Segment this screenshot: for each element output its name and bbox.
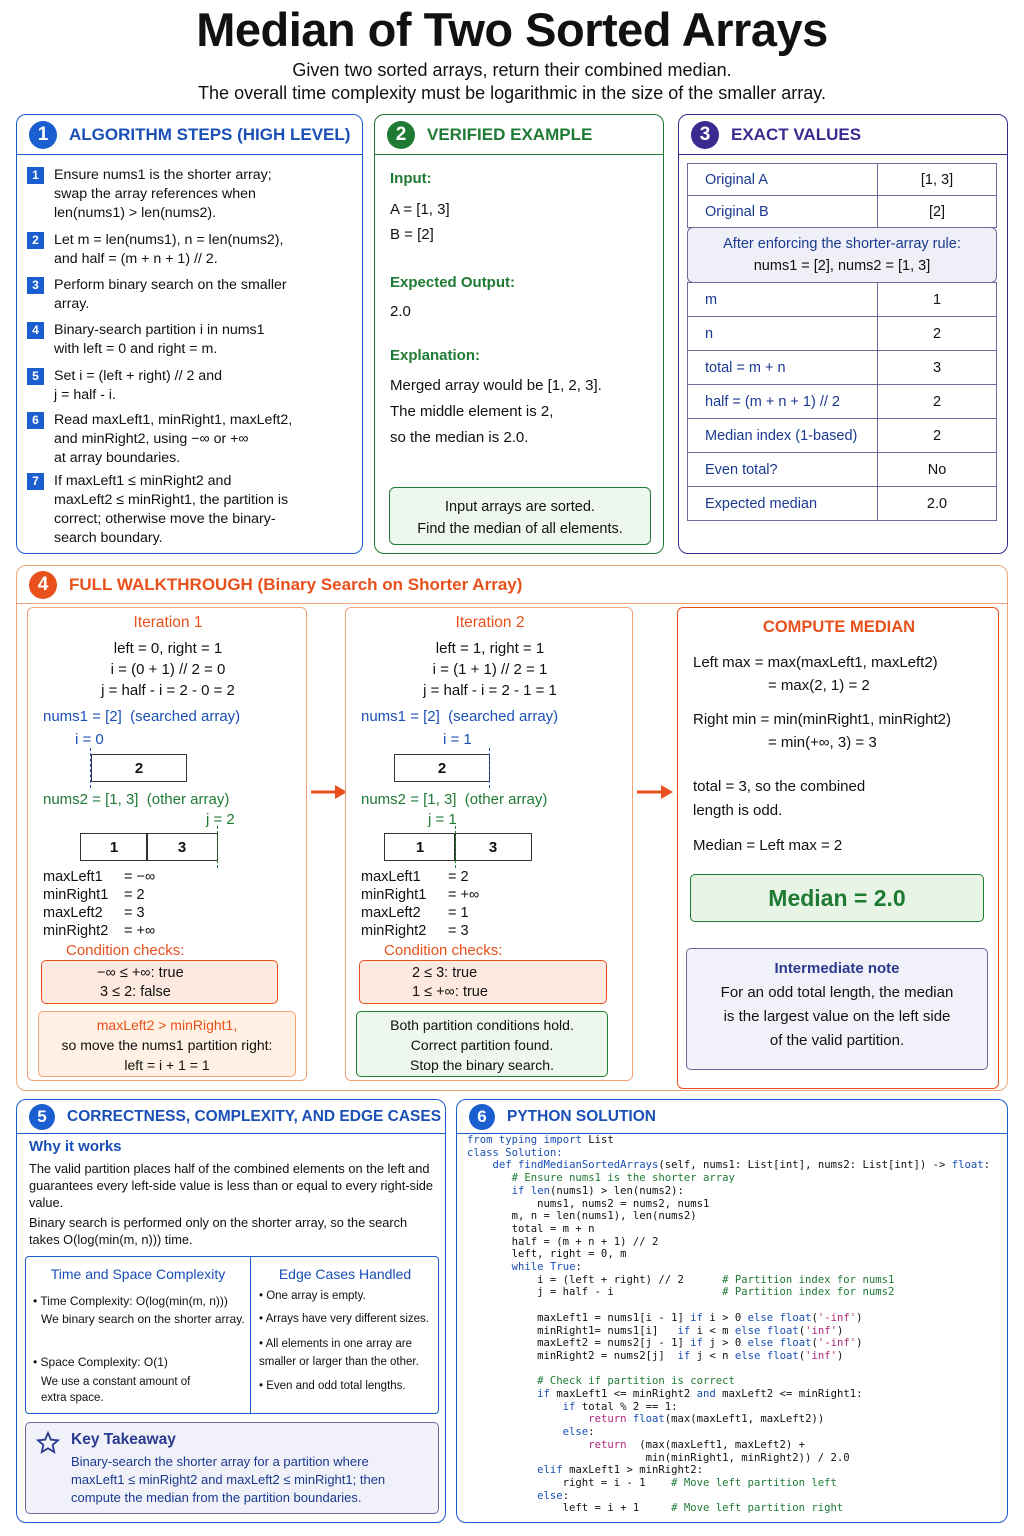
nums1-cell: 2 bbox=[91, 754, 187, 782]
step-item: 6 Read maxLeft1, minRight1, maxLeft2, and minRight2, using −∞ or +∞ at array boundaries. bbox=[27, 411, 352, 468]
section-number: 2 bbox=[387, 121, 415, 149]
section-number: 5 bbox=[29, 1104, 55, 1130]
values-row: total = m + n 3 bbox=[687, 350, 997, 385]
nums2-label: nums2 = [1, 3] (other array) bbox=[361, 791, 548, 808]
input-a: A = [1, 3] bbox=[390, 201, 450, 218]
step-item: 1 Ensure nums1 is the shorter array; swap the array references when len(nums1) > len(nums2). bbox=[27, 166, 352, 223]
key-text: Binary-search the shorter array for a partition where maxLeft1 ≤ minRight2 and maxLeft2 ≤ minRight1; then compute the median from the partition boundaries. bbox=[71, 1454, 386, 1505]
edge-case: • One array is empty. bbox=[259, 1290, 366, 1302]
values-row: Original B [2] bbox=[687, 195, 997, 228]
partition-line bbox=[489, 748, 490, 788]
space-complexity-sub: We use a constant amount of extra space. bbox=[41, 1376, 191, 1404]
panel-header bbox=[679, 115, 1007, 155]
panel-title: PYTHON SOLUTION bbox=[507, 1107, 656, 1125]
condition-label: Condition checks: bbox=[66, 942, 185, 959]
step-item: 4 Binary-search partition i in nums1 with left = 0 and right = m. bbox=[27, 321, 352, 359]
panel-title: FULL WALKTHROUGH (Binary Search on Shorter Array) bbox=[69, 574, 523, 594]
time-complexity-sub: We binary search on the shorter array. bbox=[41, 1312, 245, 1326]
panel-title: VERIFIED EXAMPLE bbox=[427, 124, 593, 144]
total-line: total = 3, so the combined bbox=[693, 778, 866, 795]
median-line: Median = Left max = 2 bbox=[693, 837, 843, 854]
explanation-line: Merged array would be [1, 2, 3]. bbox=[390, 377, 602, 394]
iteration-line: left = 1, right = 1 bbox=[435, 640, 545, 657]
values-row: Original A [1, 3] bbox=[687, 163, 997, 196]
section-number: 4 bbox=[29, 571, 57, 599]
values-row: Expected median 2.0 bbox=[687, 486, 997, 521]
values-row: Median index (1-based) 2 bbox=[687, 418, 997, 453]
nums2-cell: 3 bbox=[146, 833, 218, 861]
i-label: i = 1 bbox=[443, 731, 472, 748]
section-number: 3 bbox=[691, 121, 719, 149]
panel-title: ALGORITHM STEPS (HIGH LEVEL) bbox=[69, 124, 351, 144]
panel-title: EXACT VALUES bbox=[731, 124, 862, 144]
shorter-array-rule: After enforcing the shorter-array rule: nums1 = [2], nums2 = [1, 3] bbox=[687, 227, 997, 283]
vars-values: = −∞ = 2 = 3 = +∞ bbox=[124, 869, 156, 939]
condition-box: 2 ≤ 3: true 1 ≤ +∞: true bbox=[359, 960, 607, 1004]
partition-line bbox=[217, 826, 218, 868]
key-takeaway-box bbox=[25, 1422, 439, 1514]
left-max-line: Left max = max(maxLeft1, maxLeft2) bbox=[693, 654, 938, 671]
input-b: B = [2] bbox=[390, 226, 434, 243]
edge-case: • All elements in one array are smaller or larger than the other. bbox=[259, 1338, 419, 1368]
nums2-label: nums2 = [1, 3] (other array) bbox=[43, 791, 230, 808]
vars-values: = 2 = +∞ = 1 = 3 bbox=[448, 869, 480, 939]
panel-header bbox=[17, 1100, 445, 1134]
section-number: 1 bbox=[29, 121, 57, 149]
iteration-2-card bbox=[345, 607, 633, 1081]
right-min-line: Right min = min(minRight1, minRight2) bbox=[693, 711, 952, 728]
i-label: i = 0 bbox=[75, 731, 104, 748]
iteration-line: i = (1 + 1) // 2 = 1 bbox=[432, 661, 548, 678]
star-icon bbox=[36, 1431, 60, 1455]
section-number: 6 bbox=[469, 1104, 495, 1130]
explanation-line: so the median is 2.0. bbox=[390, 429, 529, 446]
space-complexity: • Space Complexity: O(1) bbox=[33, 1355, 168, 1369]
complexity-box bbox=[25, 1256, 439, 1414]
right-min-value: = min(+∞, 3) = 3 bbox=[768, 734, 877, 751]
edge-case: • Even and odd total lengths. bbox=[259, 1380, 406, 1392]
output-label: Expected Output: bbox=[390, 274, 516, 291]
compute-median-card bbox=[677, 607, 999, 1089]
iteration-line: j = half - i = 2 - 1 = 1 bbox=[423, 682, 557, 699]
nums2-cell: 1 bbox=[384, 833, 456, 861]
panel-algorithm-steps bbox=[16, 114, 363, 554]
nums1-label: nums1 = [2] (searched array) bbox=[361, 708, 559, 725]
page-title: Median of Two Sorted Arrays bbox=[196, 3, 828, 56]
panel-verified-example bbox=[374, 114, 664, 554]
iteration-line: i = (0 + 1) // 2 = 0 bbox=[110, 661, 226, 678]
left-max-value: = max(2, 1) = 2 bbox=[768, 677, 870, 694]
condition-label: Condition checks: bbox=[384, 942, 503, 959]
condition-box: −∞ ≤ +∞: true 3 ≤ 2: false bbox=[41, 960, 278, 1004]
nums2-cell: 1 bbox=[80, 833, 148, 861]
j-label: j = 1 bbox=[428, 811, 457, 828]
time-complexity: • Time Complexity: O(log(min(m, n))) bbox=[33, 1294, 228, 1308]
step-item: 2 Let m = len(nums1), n = len(nums2), and half = (m + n + 1) // 2. bbox=[27, 231, 352, 269]
explanation-line: The middle element is 2, bbox=[390, 403, 554, 420]
values-row: n 2 bbox=[687, 316, 997, 351]
total-line: length is odd. bbox=[693, 802, 783, 819]
nums2-cell: 3 bbox=[454, 833, 532, 861]
values-row: half = (m + n + 1) // 2 2 bbox=[687, 384, 997, 419]
partition-line bbox=[455, 826, 456, 868]
subtitle-line-1: Given two sorted arrays, return their combined median. bbox=[292, 60, 732, 80]
nums1-label: nums1 = [2] (searched array) bbox=[43, 708, 241, 725]
explanation-label: Explanation: bbox=[390, 347, 481, 364]
panel-correctness bbox=[16, 1099, 446, 1523]
j-label: j = 2 bbox=[206, 811, 235, 828]
why-text: Binary search is performed only on the shorter array, so the search takes O(log(min(m, n))) time. bbox=[29, 1215, 408, 1247]
iteration-line: j = half - i = 2 - 0 = 2 bbox=[101, 682, 235, 699]
python-code: from typing import List class Solution: def findMedianSortedArrays(self, nums1: List[int], nums2: List[int]) -> float: # Ensure nums1 is the shorter array if len(nums1) > len(nums2): nums1, nums2 = nums2, nums1 m, n = len(nums1), len(nums2) total = m + n half = (m + n + 1) // 2 left, right = 0, m while True: i = (left + right) // 2 # Partition index for nums1 j = half - i # Partition index for nums2 maxLeft1 = nums1[i - 1] if i > 0 else float('-inf') minRight1= nums1[i] if i < m else float('inf') maxLeft2 = nums2[j - 1] if j > 0 else float('-inf') minRight2 = nums2[j] if j < n else float('inf') # Check if partition is correct if maxLeft1 <= minRight2 and maxLeft2 <= minRight1: if total % 2 == 1: return float(max(maxLeft1, maxLeft2)) else: return (max(maxLeft1, maxLeft2) + min(minRight1, minRight2)) / 2.0 elif maxLeft1 > minRight2: right = i - 1 # Move left partition left else: left = i + 1 # Move left partition right bbox=[467, 1134, 991, 1515]
panel-header bbox=[375, 115, 663, 155]
edge-case: • Arrays have very different sizes. bbox=[259, 1313, 429, 1325]
values-row: Even total? No bbox=[687, 452, 997, 487]
iteration-title: Iteration 2 bbox=[455, 614, 525, 631]
panel-header bbox=[17, 115, 362, 155]
median-result: Median = 2.0 bbox=[690, 874, 984, 922]
edge-title: Edge Cases Handled bbox=[278, 1266, 412, 1282]
panel-walkthrough bbox=[16, 565, 1008, 1091]
step-item: 5 Set i = (left + right) // 2 and j = half - i. bbox=[27, 367, 352, 405]
key-title: Key Takeaway bbox=[71, 1431, 176, 1448]
panel-title: CORRECTNESS, COMPLEXITY, AND EDGE CASES bbox=[67, 1107, 442, 1125]
panel-python-solution bbox=[456, 1099, 1008, 1523]
iteration-1-card bbox=[27, 607, 307, 1081]
input-label: Input: bbox=[390, 170, 432, 187]
compute-title: COMPUTE MEDIAN bbox=[762, 618, 916, 636]
tsc-title: Time and Space Complexity bbox=[50, 1266, 226, 1282]
arrow-right-icon bbox=[309, 782, 349, 802]
vars-names: maxLeft1 minRight1 maxLeft2 minRight2 bbox=[43, 869, 109, 939]
values-row: m 1 bbox=[687, 282, 997, 317]
panel-exact-values bbox=[678, 114, 1008, 554]
output-value: 2.0 bbox=[390, 303, 411, 320]
why-title: Why it works bbox=[29, 1138, 122, 1155]
iteration-title: Iteration 1 bbox=[133, 614, 203, 631]
arrow-right-icon bbox=[635, 782, 675, 802]
step-item: 3 Perform binary search on the smaller array. bbox=[27, 276, 352, 314]
subtitle-line-2: The overall time complexity must be logarithmic in the size of the smaller array. bbox=[198, 83, 826, 103]
note-box: Input arrays are sorted. Find the median of all elements. bbox=[389, 487, 651, 545]
nums1-cell: 2 bbox=[394, 754, 490, 782]
result-box: maxLeft2 > minRight1, so move the nums1 partition right: left = i + 1 = 1 bbox=[38, 1011, 296, 1077]
partition-line bbox=[90, 748, 91, 788]
intermediate-note: Intermediate note For an odd total length, the median is the largest value on the left side of the valid partition. bbox=[686, 948, 988, 1070]
panel-header bbox=[17, 566, 1007, 604]
step-item: 7 If maxLeft1 ≤ minRight2 and maxLeft2 ≤ minRight1, the partition is correct; otherwise move the binary- search boundary. bbox=[27, 472, 352, 548]
result-box: Both partition conditions hold. Correct partition found. Stop the binary search. bbox=[356, 1011, 608, 1077]
panel-header bbox=[457, 1100, 1007, 1134]
why-text: The valid partition places half of the combined elements on the left and guarantees every left-side value is less than or equal to every right-side value. bbox=[29, 1161, 434, 1210]
vars-names: maxLeft1 minRight1 maxLeft2 minRight2 bbox=[361, 869, 427, 939]
iteration-line: left = 0, right = 1 bbox=[113, 640, 223, 657]
